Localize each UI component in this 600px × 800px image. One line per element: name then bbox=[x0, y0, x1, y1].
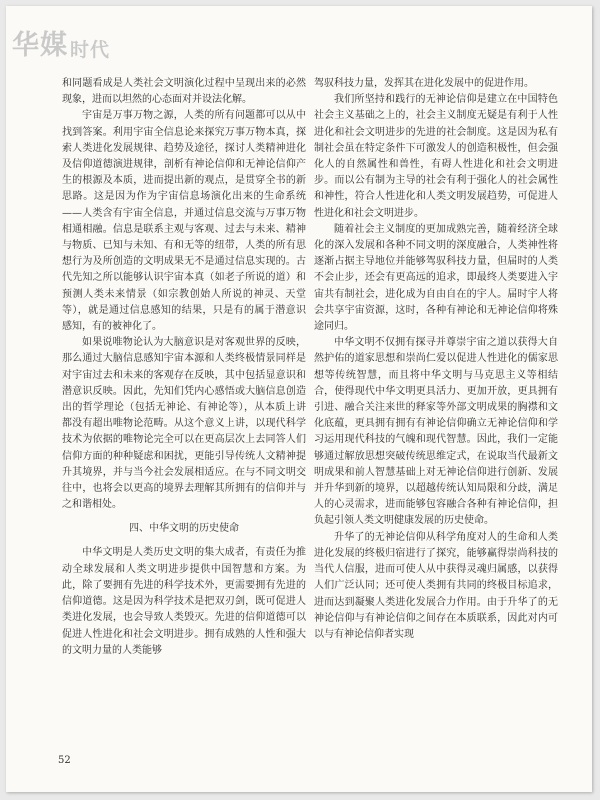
masthead-part2: 时代 bbox=[70, 39, 111, 61]
right-column bbox=[314, 76, 558, 643]
left-paragraph-2: 宇宙是万事万物之源，人类的所有问题都可以从中找到答案。利用宇宙全信息论来探究万事万物本真，探索人类进化发展规律、趋势及途径，探讨人类精神进化及信仰道德演进规律，剖析有神论信仰和无神论信仰产生的根源及本质，进而提出新的观点，是贯穿全书的新思路。这是因为作为宇宙信息场演化出来的生命系统——人类含有宇宙全信息，并通过信息交流与万事万物相通相融。信息是联系主观与客观、过去与未来、精神与物质、已知与未知、有和无等的纽带，人类的所有思想行为及所创造的文明成果无不是通过信息实现的。古代先知之所以能够认识宇宙本真（如老子所说的道）和预测人类未来情景（如宗教创始人所说的神灵、天堂等），就是通过信息感知的结果，只是有的属于潜意识感知，有的被神化了。 bbox=[62, 110, 306, 333]
right-paragraph-3: 随着社会主义制度的更加成熟完善，随着经济全球化的深入发展和各种不同文明的深度融合，人类神性将逐渐占据主导地位并能够驾驭科技力量，但届时的人类不会止步，还会有更高远的追求，即最终人类要进入宇宙共有制社会，进化成为自由自在的宇人。届时宇人将会共享宇宙资源，这时，各种有神论和无神论信仰将殊途同归。 bbox=[314, 223, 558, 333]
left-paragraph-4: 中华文明是人类历史文明的集大成者，有责任为推动全球发展和人类文明进步提供中国智慧和方案。为此，除了要拥有先进的科学技术外，更需要拥有先进的信仰道德。这是因为科学技术是把双刃剑，既可促进人类进化发展，也会导致人类毁灭。先进的信仰道德可以促进人性进化和社会文明进步。拥有成熟的人性和强大的文明力量的人类能够 bbox=[62, 547, 306, 656]
right-paragraph-1: 驾驭科技力量，发挥其在进化发展中的促进作用。 bbox=[314, 78, 534, 89]
magazine-page bbox=[6, 6, 592, 792]
section-heading: 四、中华文明的历史使命 bbox=[129, 523, 239, 535]
left-column bbox=[62, 76, 306, 659]
right-paragraph-2: 我们所坚持和践行的无神论信仰是建立在中国特色社会主义基础之上的，社会主义制度无疑是有利于人性进化和社会文明进步的先进的社会制度。这是因为私有制社会虽在特定条件下可激发人的创造积极性，但会强化人的自然属性和兽性，有碍人性进化和社会文明进步。而以公有制为主导的社会有利于强化人的社会属性和神性，符合人性进化和人类文明发展趋势，可促进人性进化和社会文明进步。 bbox=[314, 94, 558, 219]
masthead-logo bbox=[12, 23, 110, 62]
right-paragraph-5: 升华了的无神论信仰从科学角度对人的生命和人类进化发展的终极归宿进行了探究，能够赢得崇尚科技的当代人信服，进而可使人从中获得灵魂归属感，以获得人们广泛认同；还可使人类拥有共同的终极目标追求，进而达到凝聚人类进化发展合力作用。由于升华了的无神论信仰与有神论信仰之间存在本质联系，因此对内可以与有神论信仰者实现 bbox=[314, 531, 558, 640]
right-paragraph-4: 中华文明不仅拥有探寻并尊崇宇宙之道以获得大自然护佑的道家思想和崇尚仁爱以促进人性进化的儒家思想等传统智慧，而且将中华文明与马克思主义等相结合，使得现代中华文明更具活力、更加开放，更具拥有引进、融合关注来世的释家等外部文明成果的胸襟和文化底蕴，更具拥有拥有有神论信仰确立无神论信仰和学习运用现代科技的气魄和现代智慧。因此，我们一定能够通过解放思想突破传统思维定式，在说取当代最新文明成果和前人智慧基础上对无神论信仰进行创新、发展并升华到新的境界，以超越传统认知局限和分歧，满足人的心灵需求，进而能够包容融合各种有神论信仰，担负起引领人类文明健康发展的历史使命。 bbox=[314, 337, 558, 527]
left-paragraph-1: 和同题看成是人类社会文明演化过程中呈现出来的必然现象，进而以坦然的心态面对并设法化解。 bbox=[62, 78, 306, 106]
left-paragraph-3: 如果说唯物论认为大脑意识是对客观世界的反映，那么通过大脑信息感知宇宙本源和人类终极情景同样是对宇宙过去和未来的客观存在反映，其中包括显意识和潜意识反映。因此，先知们凭内心感悟或大脑信息创造出的哲学理论（包括无神论、有神论等），从本质上讲都没有超出唯物论范畴。从这个意义上讲，以现代科学技术为依据的唯物论完全可以在更高层次上去同答人们信仰方面的种种疑虑和困扰，更能引导传统人文精神提升其境界，并与当今社会发展相适应。在与不同文明交往中，也将会以更高的境界去理解其所拥有的信仰并与之和谐相处。 bbox=[62, 337, 306, 511]
masthead-part1: 华媒 bbox=[12, 30, 68, 61]
page-number: 52 bbox=[58, 755, 71, 766]
